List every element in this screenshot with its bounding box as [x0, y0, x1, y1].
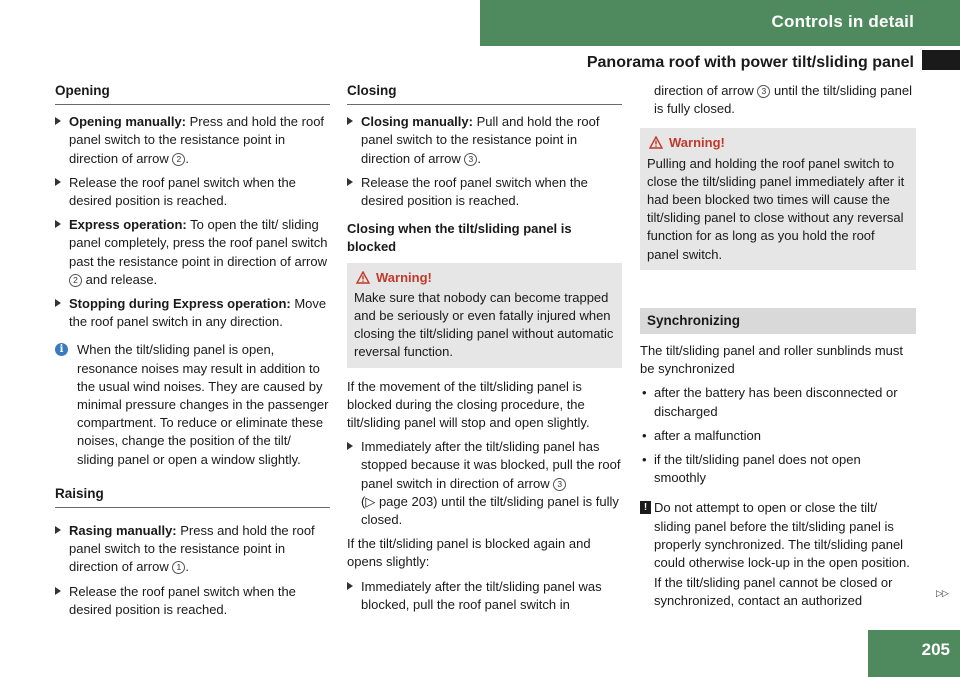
notice-text-continued: If the tilt/sliding panel cannot be closed or synchronized, contact an authorized — [654, 575, 893, 609]
arrow-number-icon: 2 — [172, 153, 185, 166]
bullet-item: • after the battery has been disconnected or discharged — [642, 385, 898, 419]
arrow-number-icon: 3 — [553, 478, 566, 491]
triangle-bullet-icon — [347, 178, 353, 186]
page-ref-arrow-icon: ▷ — [365, 493, 376, 509]
bullet-icon: • — [642, 385, 647, 401]
warning-header — [647, 134, 909, 152]
bullet-item: • if the tilt/sliding panel does not open smoothly — [642, 452, 861, 486]
arrow-number-icon: 3 — [464, 153, 477, 166]
triangle-bullet-icon — [55, 178, 61, 186]
triangle-bullet-icon — [55, 299, 61, 307]
warning-box — [347, 263, 622, 368]
closing-heading: Closing — [347, 82, 622, 105]
warning-text: Pulling and holding the roof panel switch to close the tilt/sliding panel immediately after it had been blocked two times will cause the tilt/sliding panel to close without any reversal function for as long as you hold the roof panel switch. — [647, 155, 905, 262]
arrow-number-icon: 2 — [69, 274, 82, 287]
bullet-icon: • — [642, 452, 647, 468]
list-item: Express operation: To open the tilt/ sliding panel completely, press the roof panel switch past the resistance point in direction of arrow 2 and release. — [55, 216, 330, 289]
list-item: Closing manually: Pull and hold the roof panel switch to the resistance point in direction of arrow 3 . — [347, 113, 622, 168]
list-item: Release the roof panel switch when the desired position is reached. — [55, 174, 330, 210]
info-icon: i — [55, 343, 68, 356]
column-middle — [347, 82, 622, 620]
column-right — [640, 82, 916, 611]
triangle-bullet-icon — [55, 587, 61, 595]
list-item: Stopping during Express operation: Move the roof panel switch in any direction. — [55, 295, 330, 331]
column-left — [55, 82, 330, 625]
list-item: Release the roof panel switch when the desired position is reached. — [55, 583, 330, 619]
warning-box — [640, 128, 916, 269]
triangle-bullet-icon — [347, 582, 353, 590]
raising-heading: Raising — [55, 485, 330, 508]
triangle-bullet-icon — [55, 220, 61, 228]
triangle-bullet-icon — [55, 117, 61, 125]
arrow-number-icon: 1 — [172, 561, 185, 574]
triangle-bullet-icon — [347, 117, 353, 125]
triangle-bullet-icon — [347, 442, 353, 450]
bullet-item: • after a malfunction — [640, 427, 916, 445]
notice-text: Do not attempt to open or close the tilt/ sliding panel before the tilt/sliding panel is properly synchronized. The tilt/sliding panel could otherwise lock-up in the open position. — [654, 500, 910, 571]
continue-arrow-icon: ▷▷ — [936, 588, 948, 598]
synchronizing-heading: Synchronizing — [640, 308, 916, 334]
warning-header — [354, 269, 615, 287]
list-item: Rasing manually: Press and hold the roof panel switch to the resistance point in direction of arrow 1 . — [55, 522, 330, 577]
page-number: 205 — [921, 640, 950, 659]
paragraph: The tilt/sliding panel and roller sunblinds must be synchronized — [640, 343, 904, 377]
paragraph: If the tilt/sliding panel is blocked again and opens slightly: — [347, 536, 591, 570]
list-item: Opening manually: Press and hold the roof panel switch to the resistance point in direction of arrow 2 . — [55, 113, 330, 168]
warning-title: Warning! — [376, 269, 432, 285]
thumb-index-marker — [922, 50, 960, 70]
continued-text: direction of arrow 3 until the tilt/sliding panel is fully closed. — [654, 83, 912, 117]
page-title: Panorama roof with power tilt/sliding panel — [586, 54, 914, 71]
arrow-number-icon: 3 — [757, 85, 770, 98]
bullet-icon: • — [642, 427, 647, 443]
notice-icon: ! — [640, 501, 651, 514]
blocked-heading: Closing when the tilt/sliding panel is blocked — [347, 221, 572, 255]
warning-triangle-icon — [649, 136, 663, 149]
notice-note — [640, 499, 916, 572]
warning-triangle-icon — [356, 271, 370, 284]
list-item: Release the roof panel switch when the desired position is reached. — [347, 174, 622, 210]
list-item: Immediately after the tilt/sliding panel was blocked, pull the roof panel switch in — [347, 578, 622, 614]
header-tab-extension — [922, 0, 960, 46]
opening-heading: Opening — [55, 82, 330, 105]
info-note — [55, 341, 330, 468]
warning-text: Make sure that nobody can become trapped and be seriously or even fatally injured when closing the tilt/sliding panel without automatic reversal function. — [354, 289, 614, 360]
info-text: When the tilt/sliding panel is open, resonance noises may result in addition to the usual wind noises. They are caused by minimal pressure changes in the passenger compartment. To reduce or eliminate these noises, change the position of the tilt/ sliding panel or open a window slightly. — [77, 342, 329, 467]
paragraph: If the movement of the tilt/sliding panel is blocked during the closing procedure, the tilt/sliding panel will stop and open slightly. — [347, 378, 590, 431]
warning-title: Warning! — [669, 135, 725, 151]
section-title: Controls in detail — [771, 12, 914, 31]
list-item: Immediately after the tilt/sliding panel has stopped because it was blocked, pull the roof panel switch in direction of arrow 3 (▷ page 203) until the tilt/sliding panel is fully closed. — [347, 438, 622, 529]
triangle-bullet-icon — [55, 526, 61, 534]
